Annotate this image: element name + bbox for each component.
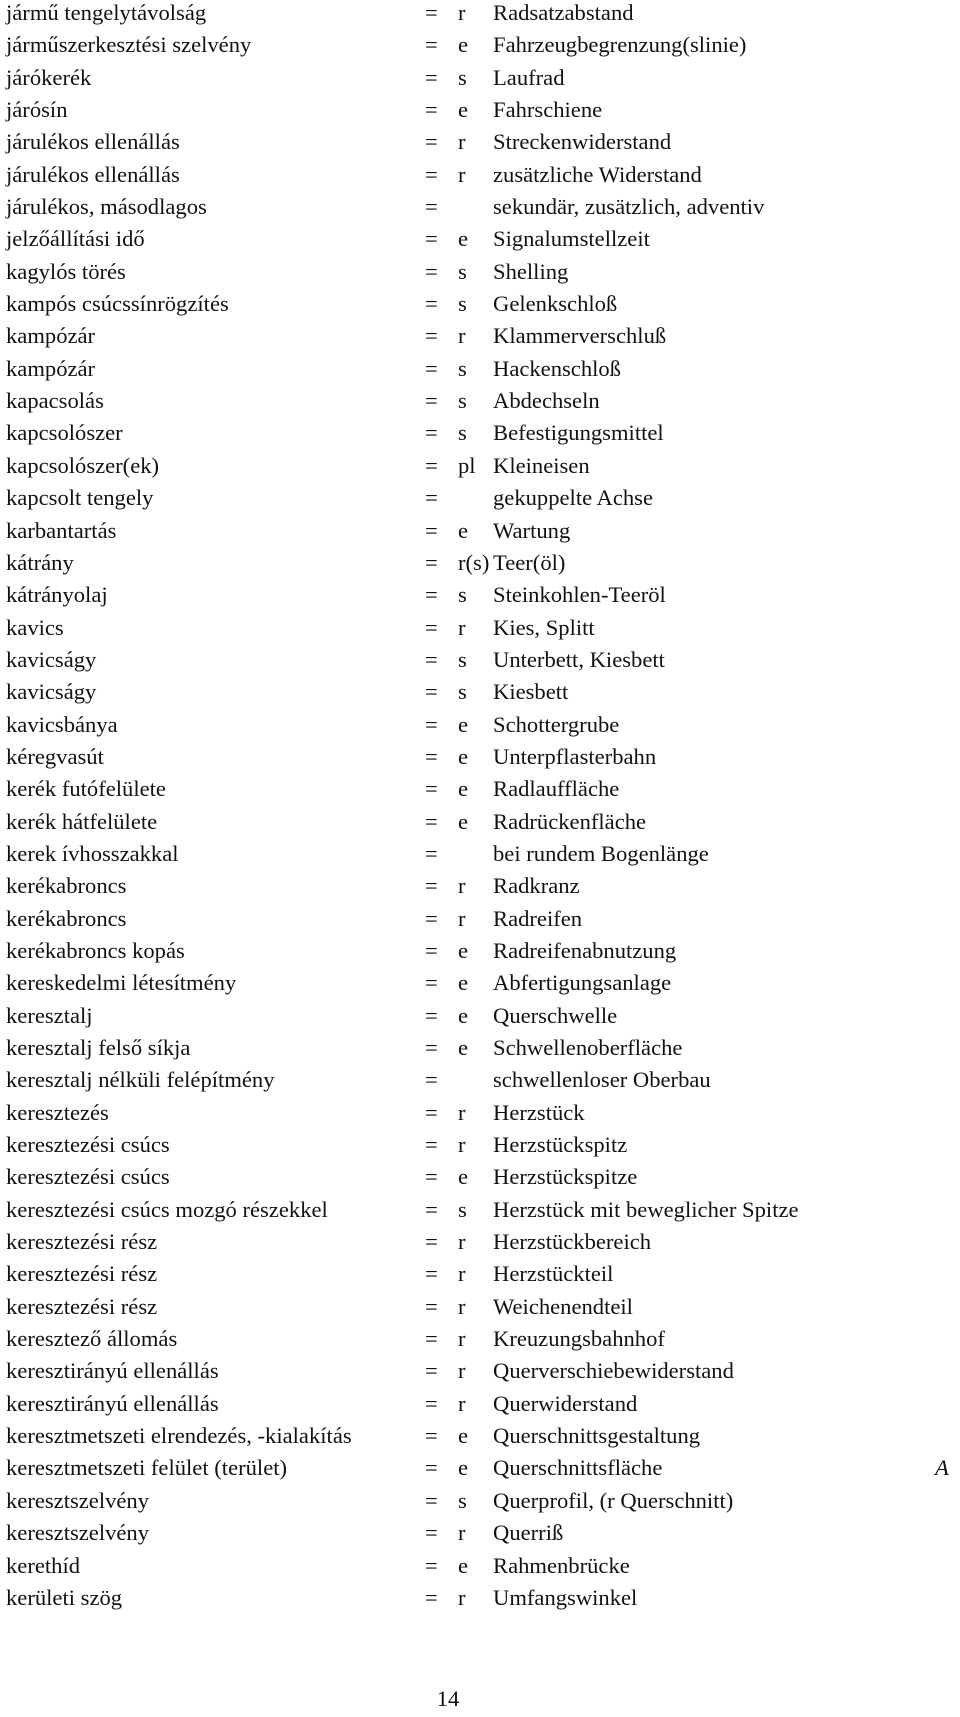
german-term: Laufrad: [493, 64, 565, 90]
glossary-entry: [6, 1423, 956, 1455]
equals-sign: =: [425, 1035, 438, 1060]
equals-sign: =: [425, 1326, 438, 1352]
hungarian-term: jelzőállítási idő: [6, 226, 145, 252]
equals-sign: =: [425, 1552, 438, 1578]
german-term: Befestigungsmittel: [493, 420, 664, 446]
grammatical-gender: s: [458, 582, 467, 608]
glossary-entry: [6, 0, 956, 32]
grammatical-gender: e: [458, 711, 469, 737]
grammatical-gender: r: [458, 873, 466, 899]
glossary-entry: [6, 1003, 956, 1035]
hungarian-term: kéregvasút: [6, 743, 104, 769]
grammatical-gender: e: [458, 1423, 469, 1449]
glossary-entry: [6, 226, 956, 258]
glossary-list: [6, 0, 956, 1617]
equals-sign: =: [425, 452, 438, 478]
grammatical-gender: e: [458, 97, 469, 123]
hungarian-term: keresztezési csúcs: [6, 1132, 170, 1158]
glossary-entry: [6, 518, 956, 550]
german-term: sekundär, zusätzlich, adventiv: [493, 194, 765, 220]
equals-sign: =: [425, 711, 438, 737]
grammatical-gender: pl: [458, 452, 476, 478]
glossary-entry: [6, 1294, 956, 1326]
symbol-note: A: [935, 1455, 949, 1481]
german-term: Rahmenbrücke: [493, 1552, 630, 1578]
hungarian-term: jármű tengelytávolság: [6, 0, 207, 25]
glossary-entry: [6, 647, 956, 679]
glossary-entry: [6, 356, 956, 388]
grammatical-gender: r: [458, 0, 466, 25]
german-term: Weichenendteil: [493, 1293, 633, 1319]
hungarian-term: járulékos ellenállás: [6, 161, 180, 187]
glossary-entry: [6, 97, 956, 129]
hungarian-term: kavicsbánya: [6, 711, 118, 737]
german-term: Herzstückbereich: [493, 1229, 652, 1255]
equals-sign: =: [425, 323, 438, 349]
glossary-entry: [6, 550, 956, 582]
grammatical-gender: r: [458, 1132, 466, 1158]
equals-sign: =: [425, 937, 438, 963]
german-term: Unterbett, Kiesbett: [493, 646, 665, 672]
glossary-entry: [6, 1488, 956, 1520]
german-term: Querschnittsfläche: [493, 1455, 663, 1481]
german-term: Kleineisen: [493, 452, 590, 478]
german-term: Radreifen: [493, 905, 583, 931]
hungarian-term: kerék hátfelülete: [6, 808, 158, 834]
glossary-entry: [6, 712, 956, 744]
hungarian-term: keresztező állomás: [6, 1326, 178, 1352]
grammatical-gender: s: [458, 64, 467, 90]
equals-sign: =: [425, 808, 438, 834]
german-term: Fahrzeugbegrenzung(slinie): [493, 32, 747, 58]
german-term: Radlauffläche: [493, 776, 620, 802]
hungarian-term: kavicságy: [6, 646, 97, 672]
hungarian-term: keresztezési rész: [6, 1261, 158, 1287]
glossary-entry: [6, 1585, 956, 1617]
grammatical-gender: e: [458, 517, 469, 543]
glossary-entry: [6, 841, 956, 873]
grammatical-gender: r: [458, 614, 466, 640]
equals-sign: =: [425, 32, 438, 58]
german-term: Querschnittsgestaltung: [493, 1423, 701, 1449]
grammatical-gender: r: [458, 1229, 466, 1255]
glossary-entry: [6, 388, 956, 420]
glossary-entry: [6, 679, 956, 711]
grammatical-gender: r: [458, 161, 466, 187]
hungarian-term: kereskedelmi létesítmény: [6, 970, 237, 996]
hungarian-term: járulékos ellenállás: [6, 129, 180, 155]
grammatical-gender: r: [458, 1584, 466, 1610]
equals-sign: =: [425, 970, 438, 996]
hungarian-term: kátrányolaj: [6, 582, 108, 608]
german-term: schwellenloser Oberbau: [493, 1067, 711, 1093]
grammatical-gender: r: [458, 129, 466, 155]
equals-sign: =: [425, 355, 438, 381]
glossary-entry: [6, 1164, 956, 1196]
grammatical-gender: r(s): [458, 549, 490, 575]
equals-sign: =: [425, 517, 438, 543]
hungarian-term: keresztirányú ellenállás: [6, 1358, 219, 1384]
equals-sign: =: [425, 873, 438, 899]
german-term: Teer(öl): [493, 549, 566, 575]
hungarian-term: kavicságy: [6, 679, 97, 705]
grammatical-gender: e: [458, 808, 469, 834]
equals-sign: =: [425, 1261, 438, 1287]
hungarian-term: kátrány: [6, 549, 74, 575]
grammatical-gender: s: [458, 420, 467, 446]
grammatical-gender: s: [458, 258, 467, 284]
glossary-entry: [6, 873, 956, 905]
hungarian-term: kerék futófelülete: [6, 776, 166, 802]
glossary-entry: [6, 1455, 956, 1487]
grammatical-gender: e: [458, 743, 469, 769]
glossary-entry: [6, 1391, 956, 1423]
equals-sign: =: [425, 64, 438, 90]
grammatical-gender: r: [458, 1390, 466, 1416]
grammatical-gender: s: [458, 646, 467, 672]
glossary-entry: [6, 1100, 956, 1132]
hungarian-term: járműszerkesztési szelvény: [6, 32, 252, 58]
glossary-entry: [6, 1035, 956, 1067]
grammatical-gender: r: [458, 1358, 466, 1384]
glossary-entry: [6, 1261, 956, 1293]
glossary-entry: [6, 776, 956, 808]
hungarian-term: keresztmetszeti felület (terület): [6, 1455, 288, 1481]
hungarian-term: karbantartás: [6, 517, 117, 543]
equals-sign: =: [425, 1067, 438, 1093]
grammatical-gender: e: [458, 1002, 469, 1028]
equals-sign: =: [425, 485, 438, 511]
grammatical-gender: e: [458, 1035, 469, 1060]
hungarian-term: keresztalj nélküli felépítmény: [6, 1067, 275, 1093]
german-term: Radreifenabnutzung: [493, 937, 677, 963]
hungarian-term: kampós csúcssínrögzítés: [6, 291, 229, 317]
hungarian-term: kerékabroncs kopás: [6, 937, 185, 963]
glossary-entry: [6, 65, 956, 97]
grammatical-gender: e: [458, 1455, 469, 1481]
equals-sign: =: [425, 905, 438, 931]
german-term: Herzstückspitze: [493, 1164, 638, 1190]
hungarian-term: kagylós törés: [6, 258, 126, 284]
glossary-entry: [6, 420, 956, 452]
glossary-entry: [6, 1326, 956, 1358]
german-term: Klammerverschluß: [493, 323, 667, 349]
equals-sign: =: [425, 194, 438, 220]
equals-sign: =: [425, 549, 438, 575]
german-term: Herzstück mit beweglicher Spitze: [493, 1196, 799, 1222]
hungarian-term: kerethíd: [6, 1552, 81, 1578]
grammatical-gender: s: [458, 1196, 467, 1222]
glossary-entry: [6, 1358, 956, 1390]
glossary-entry: [6, 809, 956, 841]
equals-sign: =: [425, 646, 438, 672]
grammatical-gender: e: [458, 776, 469, 802]
glossary-entry: [6, 323, 956, 355]
german-term: Unterpflasterbahn: [493, 743, 657, 769]
equals-sign: =: [425, 614, 438, 640]
hungarian-term: kerek ívhosszakkal: [6, 840, 179, 866]
grammatical-gender: r: [458, 1520, 466, 1546]
grammatical-gender: r: [458, 1293, 466, 1319]
hungarian-term: keresztszelvény: [6, 1487, 150, 1513]
german-term: Gelenkschloß: [493, 291, 618, 317]
hungarian-term: járulékos, másodlagos: [6, 194, 207, 220]
grammatical-gender: e: [458, 1164, 469, 1190]
equals-sign: =: [425, 1002, 438, 1028]
german-term: Radrückenfläche: [493, 808, 647, 834]
glossary-entry: [6, 291, 956, 323]
hungarian-term: keresztalj: [6, 1002, 93, 1028]
hungarian-term: keresztirányú ellenállás: [6, 1390, 219, 1416]
german-term: bei rundem Bogenlänge: [493, 840, 709, 866]
german-term: Schottergrube: [493, 711, 620, 737]
equals-sign: =: [425, 1293, 438, 1319]
hungarian-term: kampózár: [6, 355, 96, 381]
equals-sign: =: [425, 226, 438, 252]
hungarian-term: járósín: [6, 97, 68, 123]
equals-sign: =: [425, 0, 438, 25]
hungarian-term: kapcsolószer(ek): [6, 452, 160, 478]
glossary-entry: [6, 1553, 956, 1585]
glossary-entry: [6, 906, 956, 938]
equals-sign: =: [425, 1164, 438, 1190]
grammatical-gender: s: [458, 679, 467, 705]
equals-sign: =: [425, 420, 438, 446]
hungarian-term: kerületi szög: [6, 1584, 123, 1610]
equals-sign: =: [425, 840, 438, 866]
equals-sign: =: [425, 1229, 438, 1255]
equals-sign: =: [425, 1423, 438, 1449]
glossary-entry: [6, 938, 956, 970]
hungarian-term: kavics: [6, 614, 64, 640]
grammatical-gender: r: [458, 323, 466, 349]
hungarian-term: keresztezési csúcs mozgó részekkel: [6, 1196, 328, 1222]
hungarian-term: kampózár: [6, 323, 96, 349]
german-term: Hackenschloß: [493, 355, 621, 381]
glossary-entry: [6, 453, 956, 485]
grammatical-gender: s: [458, 355, 467, 381]
hungarian-term: kerékabroncs: [6, 873, 127, 899]
glossary-entry: [6, 970, 956, 1002]
german-term: Querwiderstand: [493, 1390, 638, 1416]
equals-sign: =: [425, 679, 438, 705]
german-term: Querprofil, (r Querschnitt): [493, 1487, 734, 1513]
glossary-entry: [6, 485, 956, 517]
grammatical-gender: e: [458, 226, 469, 252]
grammatical-gender: e: [458, 937, 469, 963]
hungarian-term: keresztezési rész: [6, 1229, 158, 1255]
german-term: Abfertigungsanlage: [493, 970, 672, 996]
grammatical-gender: s: [458, 1487, 467, 1513]
german-term: Radkranz: [493, 873, 580, 899]
equals-sign: =: [425, 743, 438, 769]
german-term: Herzstückspitz: [493, 1132, 628, 1158]
german-term: Signalumstellzeit: [493, 226, 650, 252]
glossary-entry: [6, 162, 956, 194]
german-term: Querriß: [493, 1520, 564, 1546]
glossary-entry: [6, 1132, 956, 1164]
german-term: Fahrschiene: [493, 97, 603, 123]
glossary-entry: [6, 744, 956, 776]
glossary-entry: [6, 615, 956, 647]
grammatical-gender: r: [458, 1099, 466, 1125]
german-term: Herzstückteil: [493, 1261, 614, 1287]
glossary-entry: [6, 1229, 956, 1261]
glossary-entry: [6, 194, 956, 226]
grammatical-gender: e: [458, 1552, 469, 1578]
equals-sign: =: [425, 1390, 438, 1416]
equals-sign: =: [425, 1487, 438, 1513]
glossary-entry: [6, 1520, 956, 1552]
equals-sign: =: [425, 1358, 438, 1384]
page-number: 14: [436, 1686, 460, 1711]
equals-sign: =: [425, 1099, 438, 1125]
equals-sign: =: [425, 161, 438, 187]
equals-sign: =: [425, 1132, 438, 1158]
grammatical-gender: r: [458, 905, 466, 931]
equals-sign: =: [425, 1520, 438, 1546]
grammatical-gender: e: [458, 32, 469, 58]
german-term: Wartung: [493, 517, 571, 543]
equals-sign: =: [425, 1196, 438, 1222]
grammatical-gender: s: [458, 388, 467, 414]
glossary-entry: [6, 1197, 956, 1229]
german-term: Kiesbett: [493, 679, 569, 705]
german-term: Querschwelle: [493, 1002, 618, 1028]
equals-sign: =: [425, 582, 438, 608]
hungarian-term: keresztezés: [6, 1099, 109, 1125]
hungarian-term: keresztmetszeti elrendezés, -kialakítás: [6, 1423, 352, 1449]
hungarian-term: kapacsolás: [6, 388, 104, 414]
hungarian-term: kapcsolt tengely: [6, 485, 154, 511]
equals-sign: =: [425, 388, 438, 414]
equals-sign: =: [425, 291, 438, 317]
hungarian-term: keresztezési rész: [6, 1293, 158, 1319]
german-term: Steinkohlen-Teeröl: [493, 582, 666, 608]
german-term: Schwellenoberfläche: [493, 1035, 683, 1060]
german-term: Kies, Splitt: [493, 614, 595, 640]
grammatical-gender: e: [458, 970, 469, 996]
glossary-entry: [6, 129, 956, 161]
german-term: Radsatzabstand: [493, 0, 634, 25]
glossary-entry: [6, 1067, 956, 1099]
equals-sign: =: [425, 97, 438, 123]
german-term: Streckenwiderstand: [493, 129, 672, 155]
equals-sign: =: [425, 258, 438, 284]
hungarian-term: járókerék: [6, 64, 92, 90]
equals-sign: =: [425, 1584, 438, 1610]
grammatical-gender: r: [458, 1326, 466, 1352]
german-term: zusätzliche Widerstand: [493, 161, 702, 187]
glossary-entry: [6, 32, 956, 64]
hungarian-term: keresztalj felső síkja: [6, 1035, 191, 1060]
hungarian-term: keresztezési csúcs: [6, 1164, 170, 1190]
grammatical-gender: s: [458, 291, 467, 317]
german-term: Umfangswinkel: [493, 1584, 638, 1610]
hungarian-term: keresztszelvény: [6, 1520, 150, 1546]
german-term: Herzstück: [493, 1099, 585, 1125]
hungarian-term: kapcsolószer: [6, 420, 123, 446]
german-term: Abdechseln: [493, 388, 600, 414]
german-term: Shelling: [493, 258, 569, 284]
grammatical-gender: r: [458, 1261, 466, 1287]
german-term: Kreuzungsbahnhof: [493, 1326, 665, 1352]
glossary-entry: [6, 582, 956, 614]
german-term: gekuppelte Achse: [493, 485, 653, 511]
equals-sign: =: [425, 129, 438, 155]
equals-sign: =: [425, 776, 438, 802]
equals-sign: =: [425, 1455, 438, 1481]
glossary-entry: [6, 259, 956, 291]
hungarian-term: kerékabroncs: [6, 905, 127, 931]
german-term: Querverschiebewiderstand: [493, 1358, 734, 1384]
